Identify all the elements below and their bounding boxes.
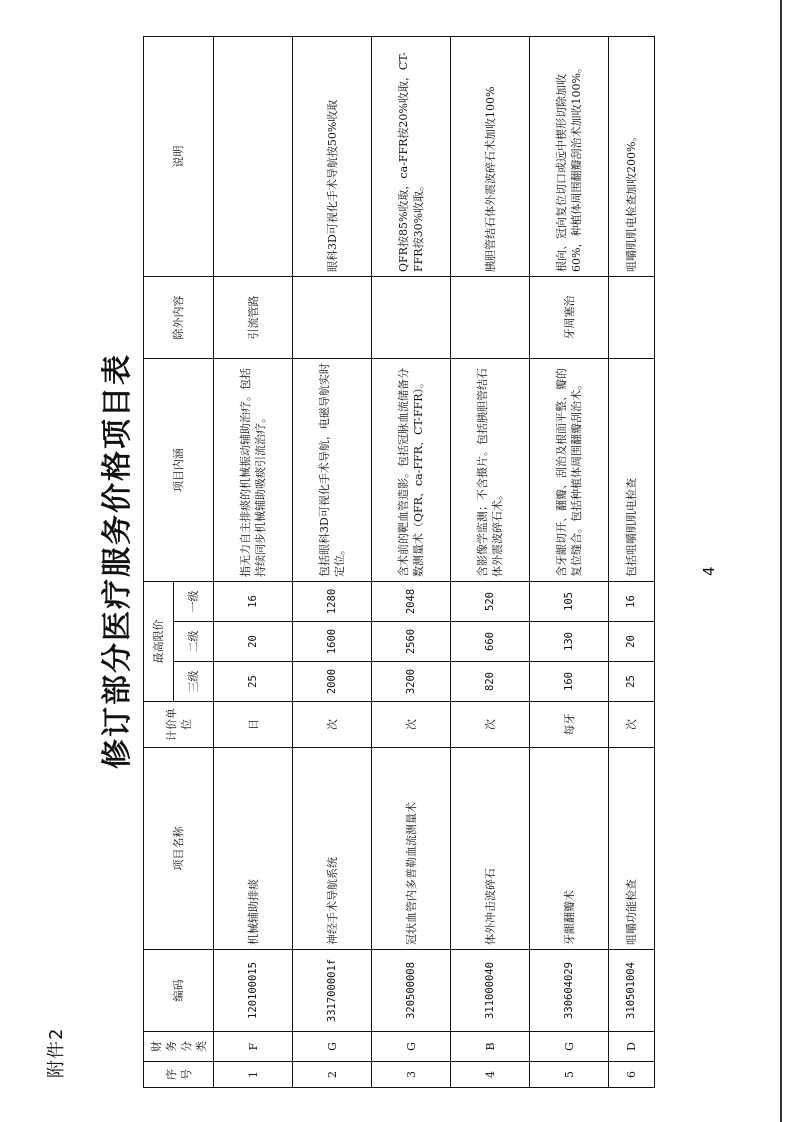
cell-note: 眼科3D可视化手术导航按50%收取 <box>293 36 372 276</box>
cell-content: 含影像学监测；不含摄片。包括胰胆管结石体外震波碎石术。 <box>451 358 530 581</box>
cell-level1: 2048 <box>372 581 451 621</box>
page-number: 4 <box>700 566 718 576</box>
header-name-text: 项目名称 <box>172 826 185 871</box>
cell-level3: 2000 <box>293 662 372 702</box>
cell-seq: 4 <box>451 1062 530 1088</box>
cell-name: 牙龈翻瓣术 <box>530 748 609 950</box>
table-row <box>214 36 293 1087</box>
cell-exclusion <box>609 276 655 358</box>
cell-level3: 25 <box>214 662 293 702</box>
cell-level3: 25 <box>609 662 655 702</box>
cell-content: 包括咀嚼肌肌电检查 <box>609 358 655 581</box>
cell-exclusion: 牙周塞治 <box>530 276 609 358</box>
cell-note: 咀嚼肌肌电检查加收200%。 <box>609 36 655 276</box>
cell-level2: 130 <box>530 622 609 662</box>
cell-name: 机械辅助排痰 <box>214 748 293 950</box>
cell-unit: 次 <box>372 702 451 748</box>
cell-name: 神经手术导航系统 <box>293 748 372 950</box>
cell-seq: 3 <box>372 1062 451 1088</box>
header-name <box>144 748 214 950</box>
header-code-text: 编码 <box>172 979 185 1002</box>
cell-seq: 1 <box>214 1062 293 1088</box>
cell-note: 胰胆管结石体外震波碎石术加收100% <box>451 36 530 276</box>
header-unit <box>144 702 214 748</box>
cell-category: G <box>372 1032 451 1062</box>
cell-level1: 16 <box>214 581 293 621</box>
header-category-text: 财务分类 <box>149 1041 208 1052</box>
cell-level2: 2560 <box>372 622 451 662</box>
cell-level1: 1280 <box>293 581 372 621</box>
table-row <box>372 36 451 1087</box>
cell-level3: 160 <box>530 662 609 702</box>
price-table <box>143 36 655 1088</box>
header-code <box>144 950 214 1032</box>
cell-category: B <box>451 1032 530 1062</box>
cell-content: 含术前的靶血管造影。包括冠脉血流储备分数测量术（QFR、ca-FFR、CT-FFR）。 <box>372 358 451 581</box>
cell-exclusion <box>372 276 451 358</box>
page-edge-line <box>780 0 782 1122</box>
cell-code: 311000040 <box>451 950 530 1032</box>
cell-code: 310501004 <box>609 950 655 1032</box>
cell-code: 320500008 <box>372 950 451 1032</box>
cell-unit: 次 <box>451 702 530 748</box>
cell-level1: 520 <box>451 581 530 621</box>
cell-seq: 2 <box>293 1062 372 1088</box>
cell-name: 咀嚼功能检查 <box>609 748 655 950</box>
cell-unit: 次 <box>609 702 655 748</box>
header-seq-text: 序号 <box>164 1069 193 1080</box>
header-content <box>144 358 214 581</box>
cell-seq: 5 <box>530 1062 609 1088</box>
header-level3 <box>174 662 214 702</box>
header-level3-text: 三级 <box>187 670 200 693</box>
cell-code: 331700001f <box>293 950 372 1032</box>
header-level2 <box>174 622 214 662</box>
cell-level2: 20 <box>609 622 655 662</box>
cell-level2: 660 <box>451 622 530 662</box>
cell-content: 含牙龈切开、翻瓣、刮治及根面平整、瓣的复位缝合。包括种植体周围翻瓣刮治术。 <box>530 358 609 581</box>
cell-seq: 6 <box>609 1062 655 1088</box>
cell-code: 120100015 <box>214 950 293 1032</box>
cell-exclusion <box>451 276 530 358</box>
cell-level1: 105 <box>530 581 609 621</box>
cell-category: D <box>609 1032 655 1062</box>
attachment-label: 附件2 <box>46 1027 67 1078</box>
cell-level1: 16 <box>609 581 655 621</box>
table-row <box>609 36 655 1087</box>
cell-level3: 3200 <box>372 662 451 702</box>
cell-unit: 每牙 <box>530 702 609 748</box>
page-title: 修订部分医疗服务价格项目表 <box>100 353 135 769</box>
header-exclusion <box>144 276 214 358</box>
header-content-text: 项目内涵 <box>172 447 185 492</box>
cell-name: 体外冲击波碎石 <box>451 748 530 950</box>
cell-level2: 1600 <box>293 622 372 662</box>
cell-note: 根向、冠向复位切口或远中楔形切除加收60%，种植体周围翻瓣刮治术加收100%。 <box>530 36 609 276</box>
header-level2-text: 二级 <box>187 630 200 653</box>
header-max-price <box>144 581 174 701</box>
table-row <box>293 36 372 1087</box>
cell-content: 指无力自主排痰的机械振动辅助治疗。包括持续同步机械辅助吸痰引流治疗。 <box>214 358 293 581</box>
header-level1 <box>174 581 214 621</box>
header-seq <box>144 1062 214 1088</box>
cell-content: 包括眼科3D可视化手术导航，电磁导航实时定位。 <box>293 358 372 581</box>
header-note <box>144 36 214 276</box>
cell-name: 冠状血管内多普勒血流测量术 <box>372 748 451 950</box>
cell-category: G <box>293 1032 372 1062</box>
cell-category: G <box>530 1032 609 1062</box>
table-row <box>530 36 609 1087</box>
cell-unit: 日 <box>214 702 293 748</box>
cell-note: QFR按85%收取，ca-FFR按20%收取，CT-FFR按30%收取。 <box>372 36 451 276</box>
header-note-text: 说明 <box>172 145 185 168</box>
cell-exclusion <box>293 276 372 358</box>
cell-code: 330604029 <box>530 950 609 1032</box>
cell-level3: 820 <box>451 662 530 702</box>
header-exclusion-text: 除外内容 <box>172 295 185 340</box>
header-level1-text: 一级 <box>187 590 200 613</box>
cell-note <box>214 36 293 276</box>
header-unit-text: 计价单位 <box>164 708 193 741</box>
table-row <box>451 36 530 1087</box>
cell-unit: 次 <box>293 702 372 748</box>
header-max-price-text: 最高限价 <box>152 619 165 664</box>
cell-level2: 20 <box>214 622 293 662</box>
header-category <box>144 1032 214 1062</box>
cell-exclusion: 引流管路 <box>214 276 293 358</box>
cell-category: F <box>214 1032 293 1062</box>
